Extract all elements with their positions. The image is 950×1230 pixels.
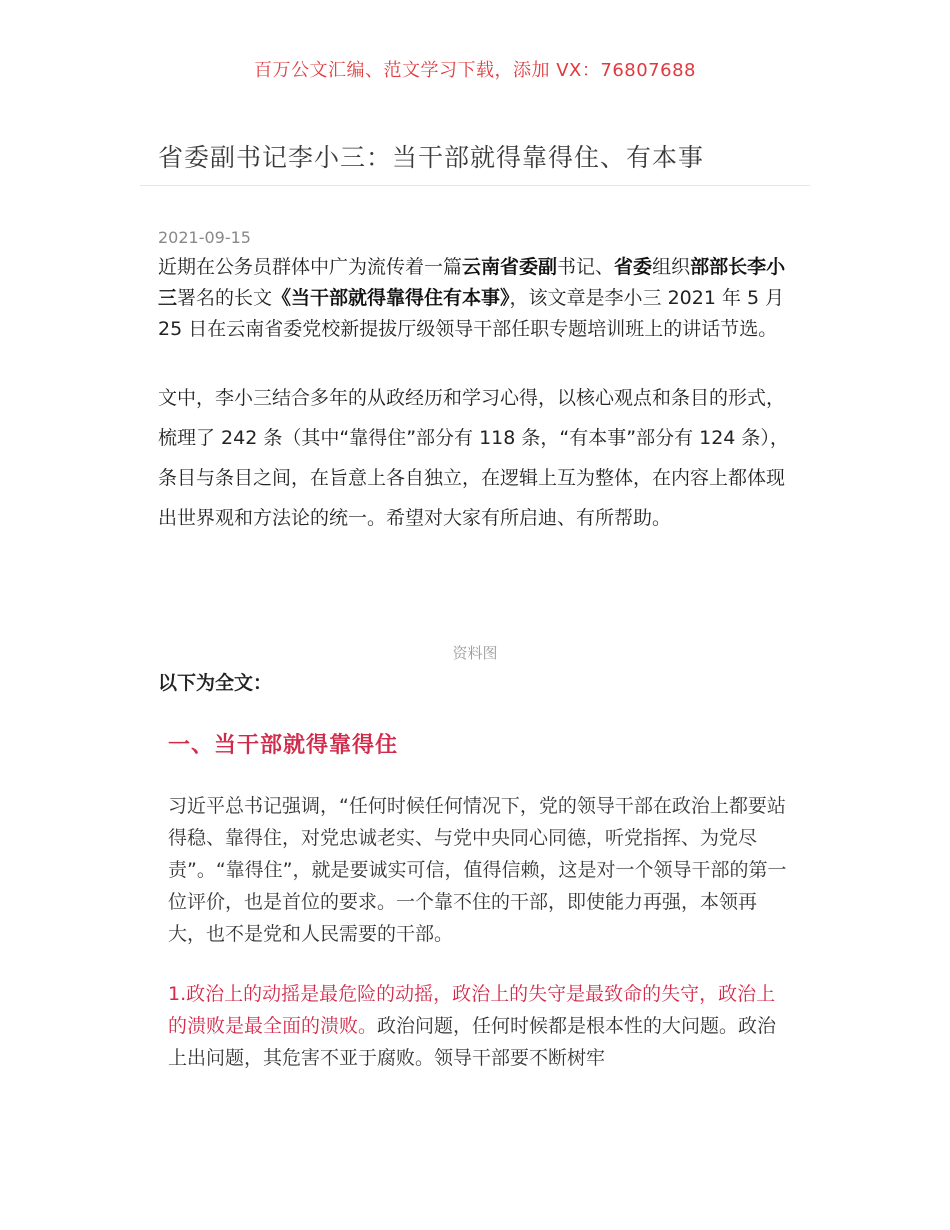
section-paragraph: 习近平总书记强调，“任何时候任何情况下，党的领导干部在政治上都要站得稳、靠得住，对党忠诚老实、与党中央同心同德，听党指挥、为党尽责”。“靠得住”，就是要诚实可信，值得信赖，这是对一个领导干部的第一位评价，也是首位的要求。一个靠不住的干部，即使能力再强，本领再大，也不是党和人民需要的干部。: [168, 795, 787, 945]
article-title: 省委副书记李小三：当干部就得靠得住、有本事: [158, 143, 705, 172]
intro-paragraph: [158, 252, 794, 345]
intro-text-4: 署名的长文: [177, 287, 273, 309]
intro-text-5: ，该文章是李小三 2021 年 5 月 25 日在云南省委党校新提拔厅级领导干部任职专题培训班上的讲话节选。: [158, 287, 785, 340]
intro-bold-2: 省委: [614, 256, 653, 278]
intro-bold-3: 部部长李小三: [158, 256, 786, 309]
fulltext-label: 以下为全文：: [158, 672, 273, 694]
point-text: 政治问题，任何时候都是根本性的大问题。政治上出问题，其危害不亚于腐败。领导干部要不断树牢: [168, 1015, 777, 1069]
section-heading: 一、当干部就得靠得住: [168, 733, 399, 758]
title-divider: [140, 185, 810, 186]
intro-text-1: 近期在公务员群体中广为流传着一篇: [158, 256, 463, 278]
intro-bold-1: 云南省委副: [462, 256, 558, 278]
point-paragraph: [168, 978, 790, 1074]
intro-text-3: 组织: [652, 256, 691, 278]
point-highlight: 1.政治上的动摇是最危险的动摇，政治上的失守是最致命的失守，政治上的溃败是最全面的溃败。: [168, 983, 776, 1037]
summary-paragraph: 文中，李小三结合多年的从政经历和学习心得，以核心观点和条目的形式，梳理了 242 条（其中“靠得住”部分有 118 条，“有本事”部分有 124 条），条目与条目之间，在旨意上各自独立，在逻辑上互为整体，在内容上都体现出世界观和方法论的统一。希望对大家有所启迪、有所帮助。: [158, 387, 789, 529]
intro-bold-4: 《当干部就得靠得住有本事》: [272, 287, 510, 309]
image-caption: 资料图: [452, 644, 498, 662]
publish-date: 2021-09-15: [158, 228, 251, 247]
watermark-banner: 百万公文汇编、范文学习下载，添加 VX：76807688: [254, 60, 696, 81]
intro-text-2: 书记、: [557, 256, 615, 278]
